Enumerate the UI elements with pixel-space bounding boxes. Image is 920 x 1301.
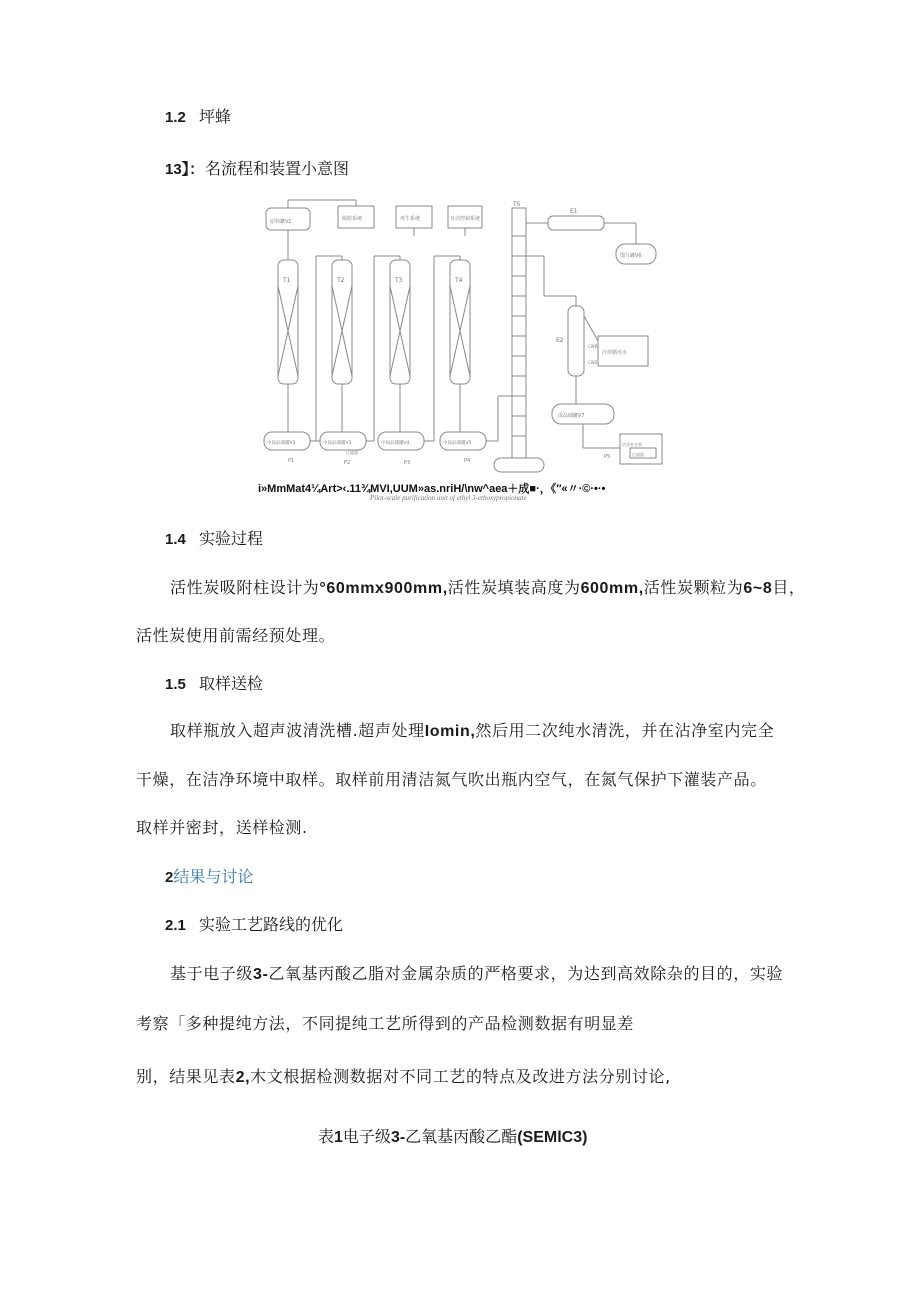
paragraph-2-1-line-2: 考察「多种提纯方法，不同提纯工艺所得到的产品检测数据有明显差	[136, 1014, 635, 1033]
svg-text:E2: E2	[556, 337, 564, 344]
svg-text:P4: P4	[464, 458, 471, 464]
tank-v4	[378, 432, 424, 450]
section-number: 2.1	[165, 917, 186, 934]
section-number: 1.4	[165, 531, 186, 548]
svg-text:E1: E1	[570, 208, 578, 215]
section-1-2-heading	[165, 104, 231, 127]
svg-text:T3: T3	[395, 277, 403, 284]
tank-v2	[264, 432, 310, 450]
box-desorption: 脱附系统	[342, 216, 363, 222]
box-raw-material-tank: 原料罐V1	[270, 219, 292, 225]
section-title: 取样送检	[199, 674, 264, 693]
section-title: 名流程和装置小意图	[205, 159, 350, 178]
section-title: 坪蜂	[199, 107, 232, 126]
column-t1	[278, 230, 298, 384]
svg-text:CWR: CWR	[588, 344, 598, 349]
svg-text:T2: T2	[337, 277, 345, 284]
figure-subcaption: Pilot-scale purification unit of ethyl 3-ethoxypropionate	[370, 494, 527, 502]
cooler-e2	[556, 306, 648, 376]
paragraph-1-4-line-2: 活性炭使用前需经预处理。	[136, 626, 336, 645]
svg-text:P2: P2	[344, 460, 351, 466]
section-1-3-heading	[165, 156, 349, 179]
paragraph-1-5-line-1: 取样瓶放入超声波清洗槽.超声处理Iomin,然后用二次纯水清洗，并在沾净室内完全	[170, 721, 775, 740]
section-number: 13】：	[165, 161, 205, 178]
section-2-1-heading	[165, 912, 343, 935]
chapter-2-heading	[165, 864, 253, 887]
paragraph-1-4-line-1: 活性炭吸附柱设计为°60mmx900mm,活性炭填装高度为600mm,活性炭颗粒为6~8目，	[170, 578, 806, 597]
paragraph-1-5-line-2: 干燥，在洁净环境中取样。取样前用清洁氮气吹出瓶内空气，在氮气保护下灌装产品。	[136, 770, 767, 789]
section-number: 1.5	[165, 676, 186, 693]
svg-text:洁净室分装: 洁净室分装	[622, 442, 642, 447]
svg-text:T4: T4	[455, 277, 463, 284]
section-1-4-heading	[165, 526, 263, 549]
svg-text:馏分罐V6: 馏分罐V6	[620, 253, 642, 259]
chapter-title: 结果与讨论	[173, 867, 254, 886]
figure-caption: i»MmMat4¼Art>‹.11¾MVI,UUM»as.nriH/\nw^aea＋成■·，《″«〃·©·•·•	[258, 483, 606, 495]
svg-text:P5: P5	[604, 454, 611, 460]
box-control-system: 自动控制系统	[450, 216, 481, 222]
process-flow-diagram	[258, 196, 670, 514]
svg-text:CWS: CWS	[588, 360, 598, 365]
svg-text:中间品储罐V2: 中间品储罐V2	[267, 441, 296, 446]
section-title: 实验工艺路线的优化	[199, 915, 344, 934]
section-number: 1.2	[165, 109, 186, 126]
svg-text:P3: P3	[404, 460, 411, 466]
svg-text:中间品储罐V5: 中间品储罐V5	[443, 441, 472, 446]
column-t4	[450, 260, 470, 384]
svg-text:冷却循环水: 冷却循环水	[602, 350, 628, 356]
tank-v3	[320, 432, 366, 450]
table-caption: 表1电子级3-乙氧基丙酸乙酯(SEMlC3)	[318, 1127, 588, 1146]
tank-v5	[440, 432, 486, 450]
column-t3	[390, 260, 410, 384]
paragraph-2-1-line-1: 基于电子级3-乙氧基丙酸乙脂对金属杂质的严格要求，为达到高效除杂的目的，实验	[170, 964, 784, 983]
paragraph-1-5-line-3: 取样并密封，送样检测.	[136, 818, 308, 837]
box-regeneration: 再生系统	[400, 216, 421, 222]
svg-text:T1: T1	[283, 277, 291, 284]
svg-text:P1: P1	[288, 458, 295, 464]
section-1-5-heading	[165, 671, 263, 694]
svg-text:过滤器: 过滤器	[632, 452, 644, 457]
svg-text:中间品储罐V3: 中间品储罐V3	[323, 441, 352, 446]
svg-text:过滤器: 过滤器	[346, 450, 358, 455]
distillation-column-t5	[494, 201, 544, 472]
chapter-number: 2	[165, 869, 174, 886]
condenser-e1	[526, 208, 604, 230]
svg-text:T5: T5	[513, 201, 521, 208]
paragraph-2-1-line-3: 别，结果见表2,木文根据检测数据对不同工艺的特点及改进方法分别讨论,	[136, 1067, 671, 1086]
svg-text:成品储罐V7: 成品储罐V7	[558, 413, 585, 419]
column-t2	[332, 260, 352, 384]
svg-text:中间品储罐V4: 中间品储罐V4	[381, 441, 410, 446]
section-title: 实验过程	[199, 529, 264, 548]
